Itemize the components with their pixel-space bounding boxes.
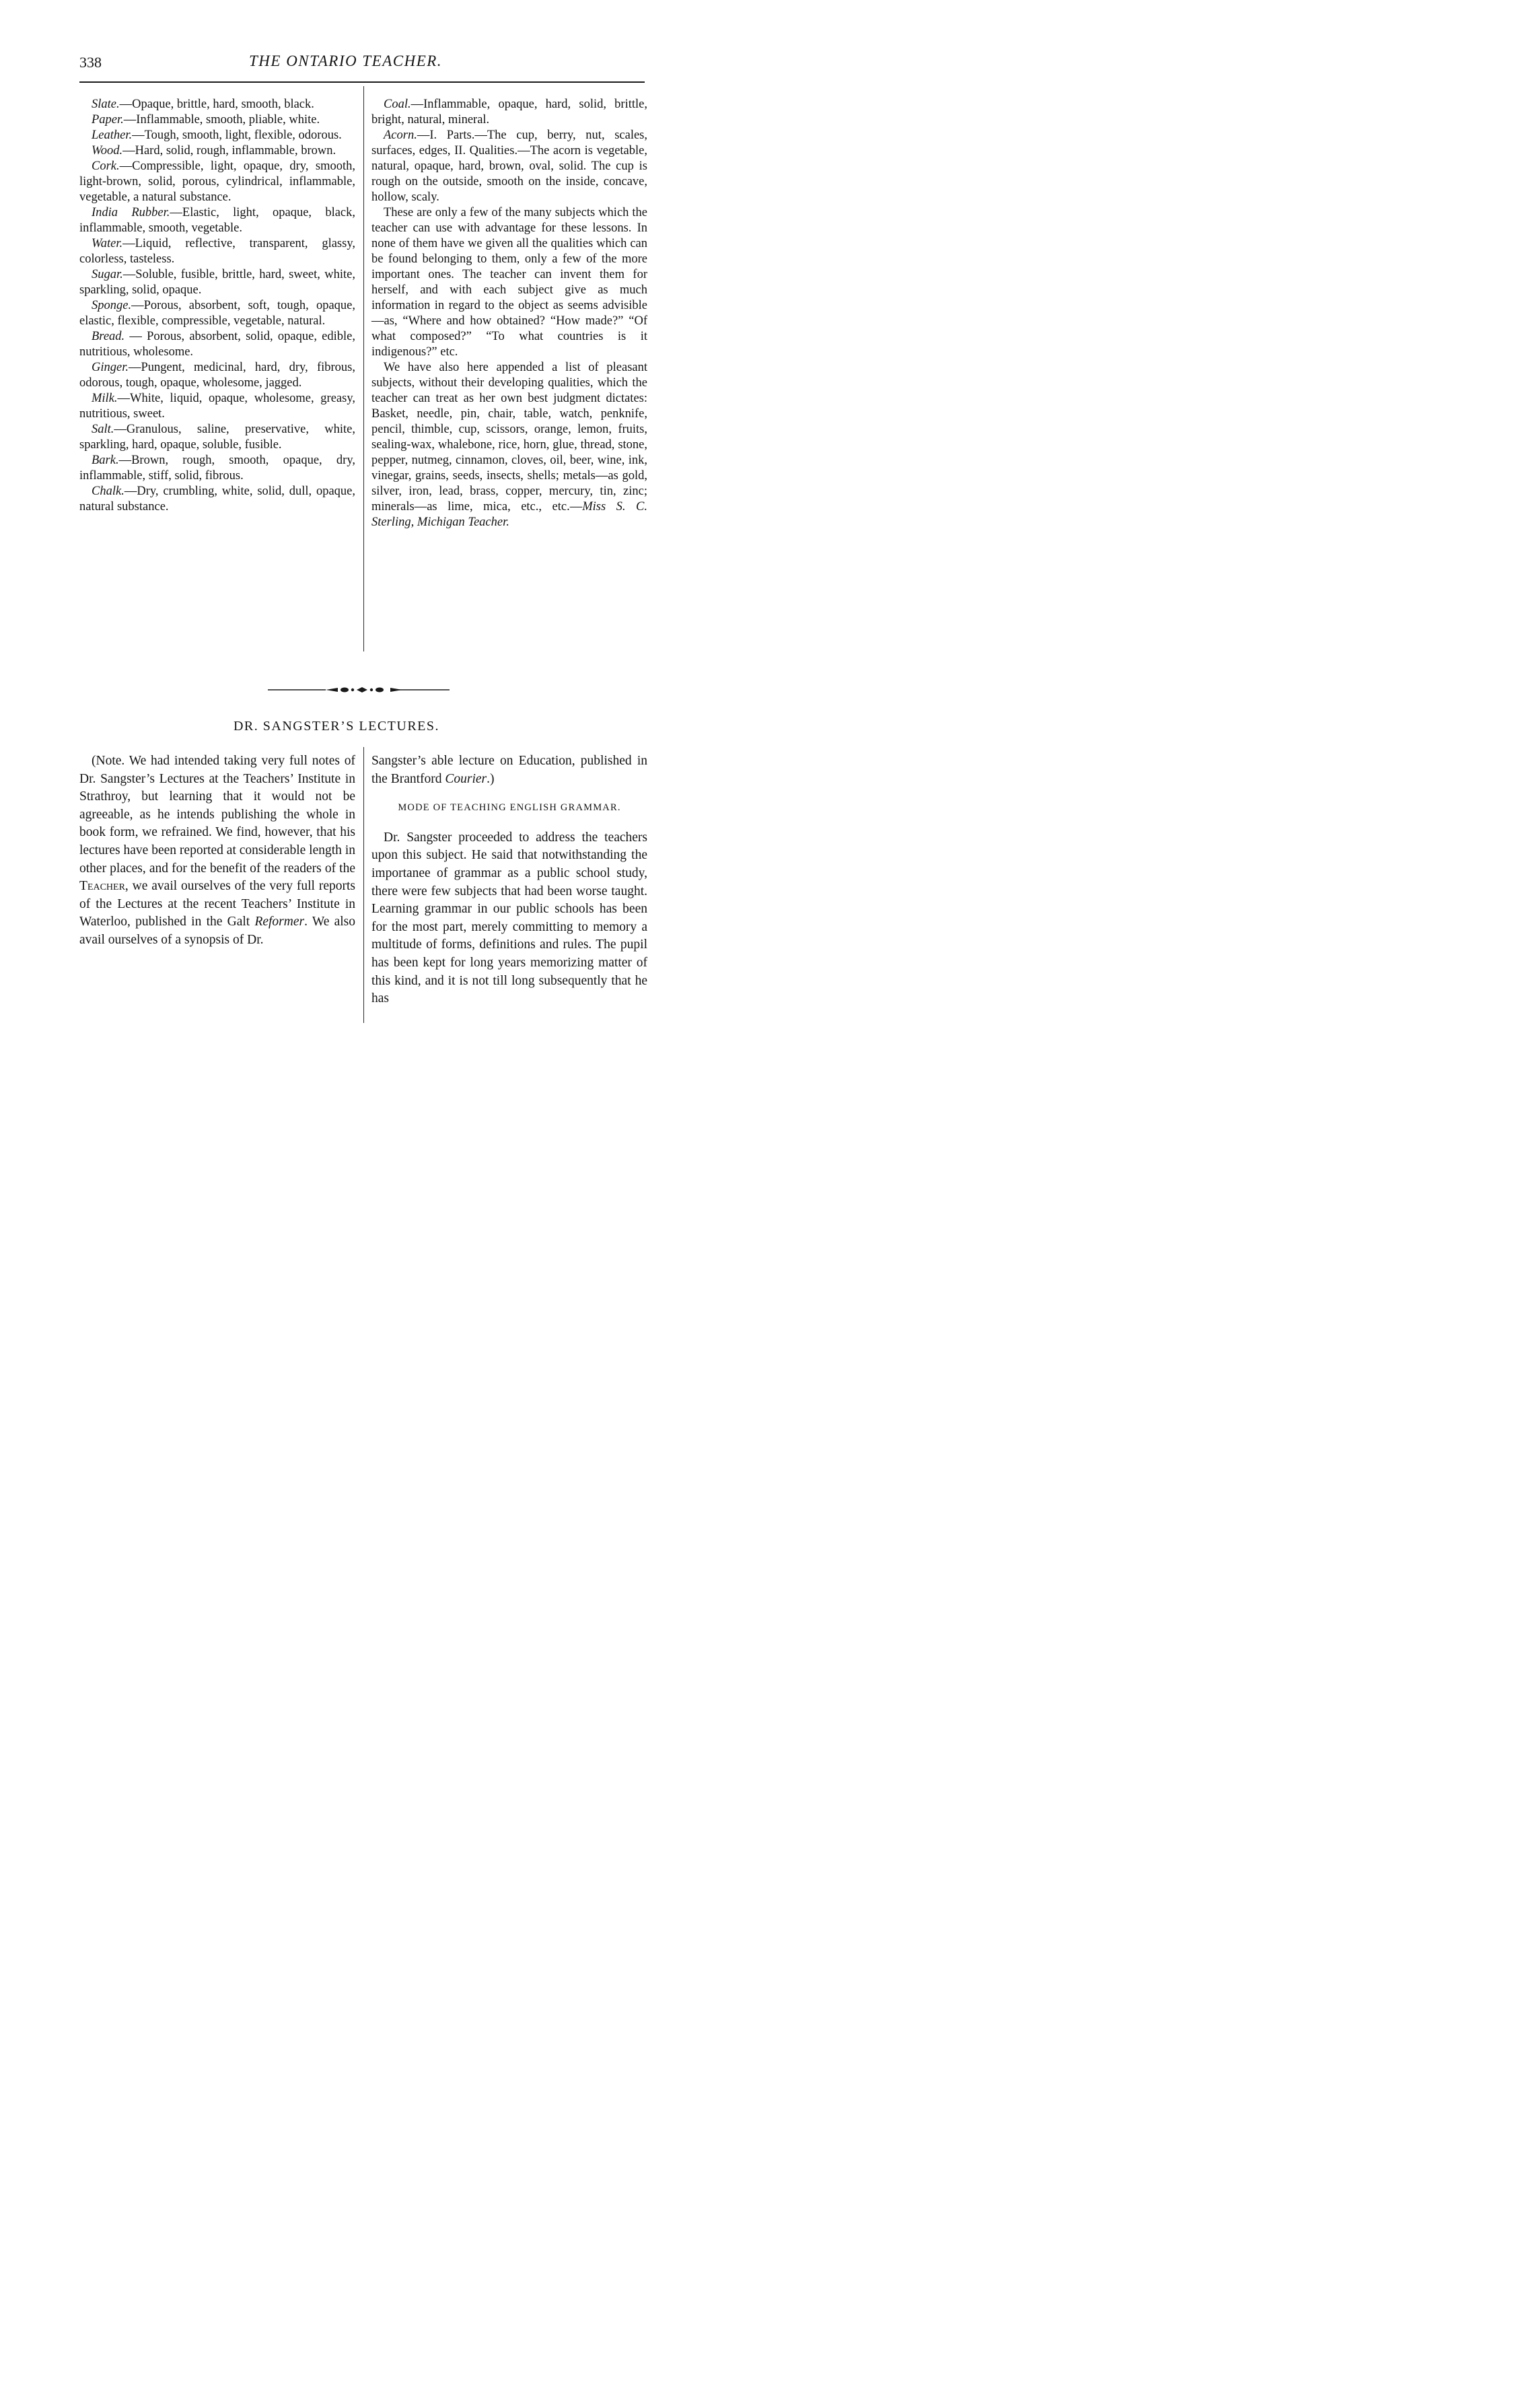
entry-coal <box>371 97 647 128</box>
entry-term: Bark. <box>92 454 119 467</box>
entry-ginger <box>79 360 355 391</box>
section-title: DR. SANGSTER’S LECTURES. <box>233 719 440 734</box>
attribution-source: Michigan Teacher. <box>417 516 509 529</box>
entry-text: —I. Parts.—The cup, berry, nut, scales, surfaces, edges, II. Qualities.—The acorn is vegetable, natural, opaque, hard, brown, oval, solid. The cup is rough on the outside, smooth on the inside, concave, hollow, scaly. <box>371 129 647 204</box>
entry-milk <box>79 391 355 422</box>
entry-term: Salt. <box>92 423 114 436</box>
ornament-divider <box>268 685 450 695</box>
entry-text: —Inflammable, smooth, pliable, white. <box>123 113 320 127</box>
editor-note-continued <box>371 752 647 788</box>
column-divider <box>363 747 364 1023</box>
entry-term: Coal. <box>384 98 411 111</box>
entry-term: Wood. <box>92 144 123 157</box>
entry-term: Water. <box>92 237 123 250</box>
running-title: THE ONTARIO TEACHER. <box>249 52 443 69</box>
entry-text: —Pungent, medicinal, hard, dry, fibrous, odorous, tough, opaque, wholesome, jagged. <box>79 361 355 390</box>
entry-salt <box>79 422 355 453</box>
entry-india-rubber <box>79 205 355 236</box>
cont-end: .) <box>487 771 495 786</box>
entry-term: Bread. <box>92 330 125 343</box>
lecture-column-left <box>79 752 355 950</box>
entry-text: —Dry, crumbling, white, solid, dull, opaque, natural substance. <box>79 485 355 514</box>
subjects-paragraph <box>371 360 647 530</box>
entry-text: —Hard, solid, rough, inflammable, brown. <box>122 144 336 157</box>
note-intro: (Note. We had intended taking very full notes of Dr. Sangster’s Lectures at the Teachers’ Institute in Strathroy, but learning that it would not be agreeable, as he intends publishing the whole in book form, we refrained. We find, however, that his lectures have been reported at considerable length in other places, and for the benefit of the readers of the <box>79 754 355 876</box>
cont-start: Sangster’s able lecture on Education, published in the Brantford <box>371 754 647 786</box>
entry-term: Paper. <box>92 113 124 127</box>
entry-text: —Elastic, light, opaque, black, inflammable, smooth, vegetable. <box>79 206 356 235</box>
qualities-column-left <box>79 97 355 515</box>
entry-term: Ginger. <box>92 361 129 374</box>
entry-wood <box>79 143 355 159</box>
entry-term: Sponge. <box>92 299 132 312</box>
entry-cork <box>79 159 355 205</box>
entry-bread <box>79 329 355 360</box>
entry-text: —Granulous, saline, preservative, white, sparkling, hard, opaque, soluble, fusible. <box>79 423 355 452</box>
lecture-body: Dr. Sangster proceeded to address the teachers upon this subject. He said that notwithstanding the importanee of grammar as a public school study, there were few subjects that had been worse taught. Learning grammar in our public schools has been for the most part, merely committing to memory a multitude of forms, definitions and rules. The pupil has been kept for long years memorizing matter of this kind, and it is not till long subsequently that he has <box>371 830 647 1006</box>
header-rule <box>79 81 645 83</box>
entry-chalk <box>79 484 355 515</box>
note-end: . We also avail ourselves of a synopsis of Dr. <box>79 915 355 947</box>
qualities-column-right <box>371 97 647 530</box>
entry-text: —Compressible, light, opaque, dry, smooth, light-brown, solid, porous, cylindrical, inflammable, vegetable, a natural substance. <box>79 160 355 204</box>
entry-sugar <box>79 267 355 298</box>
entry-text: —Porous, absorbent, soft, tough, opaque, elastic, flexible, compressible, vegetable, natural. <box>79 299 355 328</box>
entry-term: Milk. <box>92 392 118 405</box>
entry-sponge <box>79 298 355 329</box>
subjects-list: We have also here appended a list of pleasant subjects, without their developing qualities, which the teacher can treat as her own best judgment dictates: Basket, needle, pin, chair, table, watch, penknife, pencil, thimble, cup, scissors, orange, lemon, fruits, sealing-wax, whalebone, rice, horn, glue, thread, stone, pepper, nutmeg, cinnamon, cloves, oil, beer, wine, ink, vinegar, grains, seeds, insects, shells; metals—as gold, silver, iron, lead, brass, copper, mercury, tin, zinc; minerals—as lime, mica, etc., etc.— <box>371 361 647 514</box>
note-mid: , we avail ourselves of the very full reports of the Lectures at the recent Teachers’ Institute in Waterloo, published in the Galt <box>79 879 355 929</box>
note-reformer: Reformer <box>254 915 305 929</box>
entry-term: Sugar. <box>92 268 123 281</box>
entry-text: —Brown, rough, smooth, opaque, dry, inflammable, stiff, solid, fibrous. <box>79 454 355 483</box>
entry-text: — Porous, absorbent, solid, opaque, edible, nutritious, wholesome. <box>79 330 355 359</box>
entry-term: Slate. <box>92 98 120 111</box>
cont-courier: Courier <box>445 771 487 786</box>
entry-text: —White, liquid, opaque, wholesome, greasy, nutritious, sweet. <box>79 392 355 421</box>
document-page <box>0 0 673 1055</box>
entry-text: —Liquid, reflective, transparent, glassy, colorless, tasteless. <box>79 237 355 266</box>
entry-term: Leather. <box>92 129 133 142</box>
lecture-column-right <box>371 752 647 1008</box>
entry-leather <box>79 128 355 143</box>
entry-bark <box>79 453 355 484</box>
entry-term: Cork. <box>92 160 120 173</box>
entry-text: —Soluble, fusible, brittle, hard, sweet, white, sparkling, solid, opaque. <box>79 268 355 297</box>
column-divider <box>363 86 364 651</box>
entry-paper <box>79 112 355 128</box>
entry-slate <box>79 97 355 112</box>
entry-text: —Inflammable, opaque, hard, solid, brittle, bright, natural, mineral. <box>371 98 647 127</box>
page-number: 338 <box>79 54 102 71</box>
entry-term: India Rubber. <box>92 206 170 219</box>
entry-term: Chalk. <box>92 485 124 498</box>
entry-acorn <box>371 128 647 205</box>
closing-paragraph: These are only a few of the many subjects which the teacher can use with advantage for these lessons. In none of them have we given all the qualities which can be found belonging to them, only a few of the more important ones. The teacher can invent them for herself, and with each subject give as much information in regard to the object as seems advisible—as, “Where and how obtained? “How made?” “Of what composed?” “To what countries is it indigenous?” etc. <box>371 206 647 359</box>
attribution-author: Miss S. C. Sterling, <box>371 500 647 529</box>
subheading: MODE OF TEACHING ENGLISH GRAMMAR. <box>398 802 621 814</box>
entry-term: Acorn. <box>384 129 417 142</box>
entry-text: —Opaque, brittle, hard, smooth, black. <box>119 98 314 111</box>
note-teacher: Teacher <box>79 879 125 894</box>
editor-note <box>79 752 355 950</box>
entry-water <box>79 236 355 267</box>
entry-text: —Tough, smooth, light, flexible, odorous. <box>132 129 342 142</box>
